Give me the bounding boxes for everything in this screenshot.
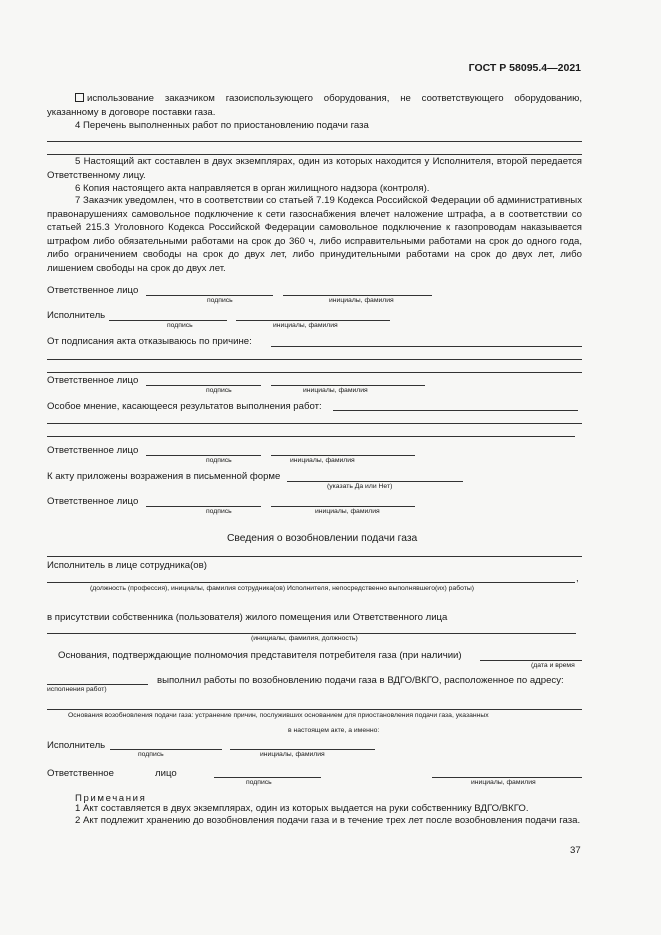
initials-hint: инициалы, фамилия [290,457,355,464]
signature-hint: подпись [138,751,164,758]
signature-hint: подпись [246,779,272,786]
refuse-reason-line[interactable] [271,346,582,347]
initials-hint: инициалы, фамилия [315,508,380,515]
paragraph-6: 6 Копия настоящего акта направляется в орган жилищного надзора (контроля). [75,183,430,194]
executor-person-label: Исполнитель в лице сотрудника(ов) [47,560,207,571]
date-time-line[interactable] [47,684,148,685]
presence-label: в присутствии собственника (пользователя) жилого помещения или Ответственного лица [47,612,448,623]
comma: , [576,573,579,584]
responsible-label-part2: лицо [155,768,177,779]
signature-line[interactable] [146,506,261,507]
blank-line[interactable] [47,141,582,142]
blank-line[interactable] [47,359,582,360]
responsible-label: Ответственное лицо [47,375,139,386]
date-hint-end: исполнения работ) [47,686,107,693]
presence-hint: (инициалы, фамилия, должность) [251,635,358,642]
presence-line[interactable] [47,633,576,634]
signature-hint: подпись [207,297,233,304]
initials-line[interactable] [271,455,415,456]
responsible-label: Ответственное лицо [47,285,139,296]
page-number: 37 [570,845,581,856]
initials-line[interactable] [271,385,425,386]
responsible-label: Ответственное лицо [47,445,139,456]
blank-line[interactable] [47,423,582,424]
blank-line[interactable] [47,372,582,373]
signature-line[interactable] [146,385,261,386]
objections-hint: (указать Да или Нет) [327,483,393,490]
responsible-label-part1: Ответственное [47,768,114,779]
signature-line[interactable] [109,320,227,321]
performed-label: выполнил работы по возобновлению подачи газа в ВДГО/ВКГО, расположенное по адресу: [157,675,564,686]
paragraph-5: 5 Настоящий акт составлен в двух экземплярах, один из которых находится у Исполнителя, второй передается Ответственному лицу. [47,156,582,181]
paragraph-7: 7 Заказчик уведомлен, что в соответствии со статьей 7.19 Кодекса Российской Федерации об административных правонарушениях самовольное подключение к сети газоснабжения влечет наложение штрафа, а в соответствии со статьей 215.3 Уголовного Кодекса Российской Федерации самовольное подключение к газопроводам наказывается штрафом либо обязательными работами на срок до 360 ч, либо исправительными работами на срок до одного года, либо ограничением свободы на срок до двух лет, либо принудительными работами на срок до двух лет, либо лишением свободы на срок до двух лет. [47,195,582,274]
section-title: Сведения о возобновлении подачи газа [227,533,418,544]
initials-hint: инициалы, фамилия [471,779,536,786]
signature-line[interactable] [146,295,273,296]
signature-line[interactable] [146,455,261,456]
responsible-label: Ответственное лицо [47,496,139,507]
signature-hint: подпись [206,387,232,394]
refuse-label: От подписания акта отказываюсь по причине: [47,336,252,347]
initials-line[interactable] [432,777,582,778]
initials-hint: инициалы, фамилия [260,751,325,758]
note-2: 2 Акт подлежит хранению до возобновления подачи газа и в течение трех лет после возобновления подачи газа. [75,815,581,826]
executor-person-line[interactable] [47,582,575,583]
executor-person-hint: (должность (профессия), инициалы, фамилия сотрудника(ов) Исполнителя, непосредственно выполнявшего(их) работы) [90,585,474,592]
paragraph-4: 4 Перечень выполненных работ по приостановлению подачи газа [75,120,369,131]
signature-hint: подпись [206,457,232,464]
signature-hint: подпись [206,508,232,515]
note-1: 1 Акт составляется в двух экземплярах, один из которых выдается на руки собственнику ВДГО/ВКГО. [75,803,529,814]
item-unauthorized-equipment: использование заказчиком газоиспользующего оборудования, не соответствующего оборудованию, указанному в договоре поставки газа. [47,93,582,118]
initials-line[interactable] [283,295,432,296]
executor-label: Исполнитель [47,310,106,321]
executor-label: Исполнитель [47,740,106,751]
blank-line[interactable] [47,556,582,557]
address-line[interactable] [47,709,582,710]
reasons-hint-cont: в настоящем акте, а именно: [288,727,380,734]
blank-line[interactable] [47,436,575,437]
signature-hint: подпись [167,322,193,329]
initials-line[interactable] [271,506,415,507]
objections-label: К акту приложены возражения в письменной форме [47,471,281,482]
notes-title: Примечания [75,793,147,804]
signature-line[interactable] [110,749,222,750]
special-opinion-line[interactable] [333,410,578,411]
objections-line[interactable] [287,481,463,482]
reasons-hint: Основания возобновления подачи газа: устранение причин, послуживших основанием для приостановления подачи газа, указанных [68,712,489,719]
grounds-label: Основания, подтверждающие полномочия представителя потребителя газа (при наличии) [58,650,462,661]
date-hint-start: (дата и время [531,662,575,669]
initials-hint: инициалы, фамилия [303,387,368,394]
grounds-line[interactable] [480,660,582,661]
special-opinion-label: Особое мнение, касающееся результатов выполнения работ: [47,401,322,412]
initials-hint: инициалы, фамилия [329,297,394,304]
signature-line[interactable] [214,777,321,778]
initials-hint: инициалы, фамилия [273,322,338,329]
standard-designation: ГОСТ Р 58095.4—2021 [468,62,581,74]
checkbox-icon[interactable] [75,93,84,102]
initials-line[interactable] [230,749,375,750]
initials-line[interactable] [236,320,390,321]
